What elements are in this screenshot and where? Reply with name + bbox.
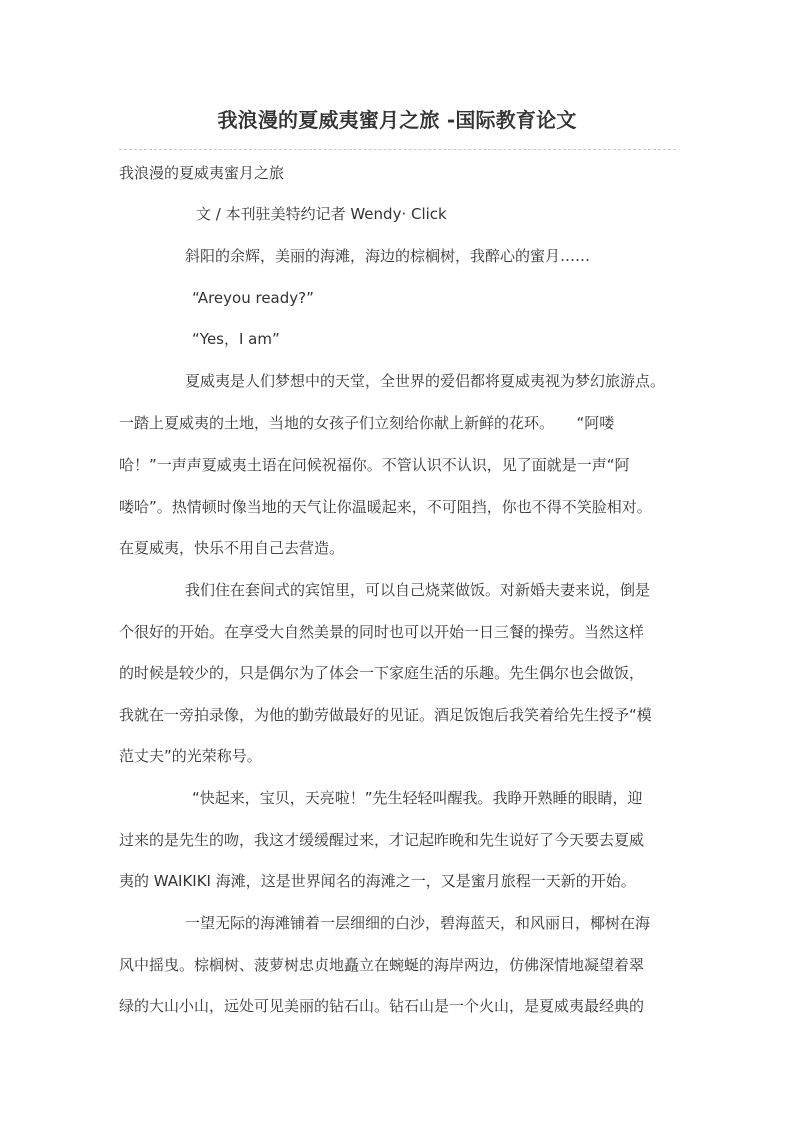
- article-heading: 我浪漫的夏威夷蜜月之旅: [119, 164, 285, 182]
- paragraph-line: 个很好的开始。在享受大自然美景的同时也可以开始一日三餐的操劳。当然这样: [119, 623, 645, 641]
- paragraph-line: 夷的 WAIKIKI 海滩，这是世界闻名的海滩之一，又是蜜月旅程一天新的开始。: [119, 872, 636, 890]
- paragraph-line: 哈！”一声声夏威夷土语在问候祝福你。不管认识不认识，见了面就是一声“阿: [119, 456, 630, 474]
- paragraph-line: 我们住在套间式的宾馆里，可以自己烧菜做饭。对新婚夫妻来说，倒是: [185, 581, 651, 599]
- paragraph-line: 在夏威夷，快乐不用自己去营造。: [119, 539, 345, 557]
- title-divider: [119, 149, 676, 150]
- paragraph-line: 风中摇曳。棕榈树、菠萝树忠贞地矗立在蜿蜒的海岸两边，仿佛深情地凝望着翠: [119, 956, 645, 974]
- paragraph-line: 夏威夷是人们梦想中的天堂，全世界的爱侣都将夏威夷视为梦幻旅游点。: [185, 372, 666, 390]
- paragraph-line: 一踏上夏威夷的土地，当地的女孩子们立刻给你献上新鲜的花环。 “阿喽: [119, 414, 615, 432]
- paragraph-line: 一望无际的海滩铺着一层细细的白沙，碧海蓝天，和风丽日，椰树在海: [185, 914, 651, 932]
- paragraph-line: “快起来，宝贝，天亮啦！”先生轻轻叫醒我。我睁开熟睡的眼睛，迎: [192, 789, 643, 807]
- paragraph-line: 绿的大山小山，远处可见美丽的钻石山。钻石山是一个火山，是夏威夷最经典的: [119, 997, 645, 1015]
- paragraph-line: 我就在一旁拍录像，为他的勤劳做最好的见证。酒足饭饱后我笑着给先生授予“模: [119, 706, 652, 724]
- paragraph-line: “Yes，I am”: [192, 330, 280, 348]
- paragraph-line: “Areyou ready?”: [192, 289, 314, 307]
- paragraph-line: 的时候是较少的，只是偶尔为了体会一下家庭生活的乐趣。先生偶尔也会做饭，: [119, 664, 645, 682]
- paragraph-line: 过来的是先生的吻，我这才缓缓醒过来，才记起昨晚和先生说好了今天要去夏威: [119, 831, 645, 849]
- article-byline: 文 / 本刊驻美特约记者 Wendy· Click: [196, 205, 447, 223]
- paragraph-line: 范丈夫”的光荣称号。: [119, 747, 262, 765]
- document-title: 我浪漫的夏威夷蜜月之旅 -国际教育论文: [217, 108, 577, 132]
- paragraph-line: 斜阳的余辉，美丽的海滩，海边的棕榈树，我醉心的蜜月……: [185, 247, 591, 265]
- paragraph-line: 喽哈”。热情顿时像当地的天气让你温暖起来，不可阻挡，你也不得不笑脸相对。: [119, 498, 652, 516]
